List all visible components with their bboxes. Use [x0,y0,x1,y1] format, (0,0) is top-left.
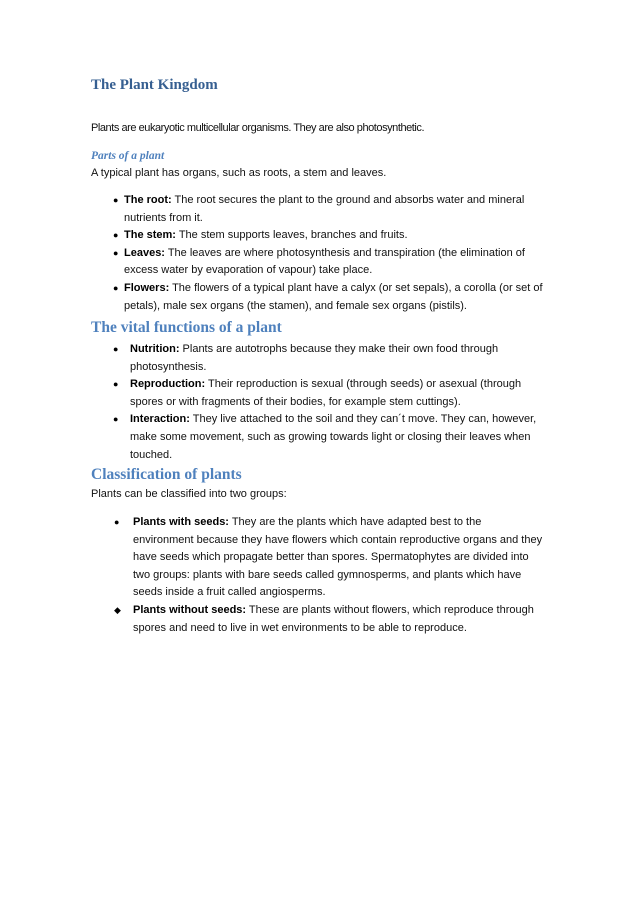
bullet-icon: ● [114,517,120,527]
vital-functions-heading: The vital functions of a plant [91,319,282,336]
parts-intro: A typical plant has organs, such as roots, a stem and leaves. [91,167,387,179]
classification-list [114,514,543,637]
list-item: ● The root: The root secures the plant to the ground and absorbs water and mineral nutrients from it. [113,194,525,224]
list-item: ◆ Plants without seeds: These are plants without flowers, which reproduce through spores and need to live in wet environments to be able to reproduce. [114,603,534,634]
document-title: The Plant Kingdom [91,77,218,93]
bullet-icon: ● [113,282,119,293]
list-item: ● Leaves: The leaves are where photosynthesis and transpiration (the elimination of excess water by evaporation of vapour) take place. [113,246,525,277]
bullet-icon: ● [113,379,119,390]
bullet-icon: ● [113,247,119,258]
parts-list [113,192,554,315]
list-item: ● Interaction: They live attached to the soil and they can´t move. They can, however, make some movement, such as growing towards light or closing their leaves when touched. [113,413,537,461]
vital-functions-list [113,341,540,464]
classification-intro: Plants can be classified into two groups: [91,488,287,500]
list-item: ● Nutrition: Plants are autotrophs because they make their own food through photosynthesis. [113,343,499,373]
bullet-icon: ● [113,230,119,241]
bullet-icon: ● [113,195,119,205]
bullet-icon: ● [113,414,119,425]
list-item: ● Reproduction: Their reproduction is sexual (through seeds) or asexual (through spores or with fragments of their bodies, for example stem cuttings). [113,378,522,408]
classification-heading: Classification of plants [91,466,242,483]
bullet-icon: ● [113,344,119,354]
intro-paragraph: Plants are eukaryotic multicellular organisms. They are also photosynthetic. [91,122,425,134]
parts-heading: Parts of a plant [91,150,165,162]
list-item: ● Plants with seeds: They are the plants which have adapted best to the environment because they have flowers which contain reproductive organs and they have seeds which propagate better than spores. Spermatophytes are divided into two groups: plants with bare seeds called gymnosperms, and plants which have seeds inside a fruit called angiosperms. [114,516,543,599]
list-item: ● The stem: The stem supports leaves, branches and fruits. [124,227,554,245]
diamond-bullet-icon: ◆ [114,604,121,615]
list-item: ● Flowers: The flowers of a typical plant have a calyx (or set sepals), a corolla (or set of petals), male sex organs (the stamen), and female sex organs (pistils). [113,281,543,312]
